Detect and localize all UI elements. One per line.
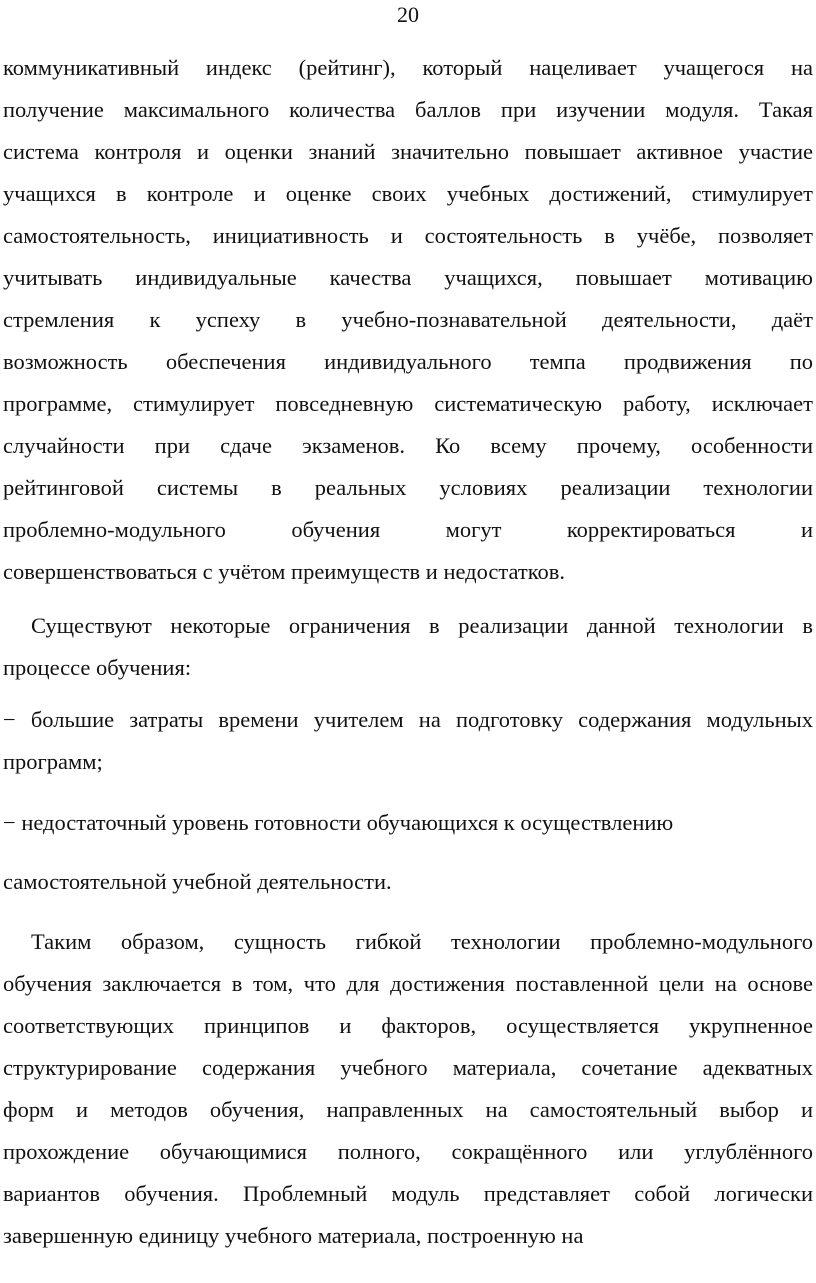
text-line: программ;	[3, 749, 103, 774]
text-line: система контроля и оценки знаний значительно повышает активное участие	[3, 139, 813, 164]
text-line: вариантов обучения. Проблемный модуль представляет собой логически	[3, 1181, 813, 1206]
text-line: структурирование содержания учебного материала, сочетание адекватных	[3, 1055, 813, 1080]
text-line: коммуникативный индекс (рейтинг), который нацеливает учащегося на	[3, 55, 813, 80]
text-line: обучения заключается в том, что для достижения поставленной цели на основе	[3, 971, 813, 996]
paragraph-first-line: Таким образом, сущность гибкой технологии проблемно-модульного	[31, 929, 813, 954]
page-number: 20	[397, 2, 419, 27]
text-line: процессе обучения:	[3, 655, 192, 680]
text-line: самостоятельность, инициативность и состоятельность в учёбе, позволяет	[3, 223, 813, 248]
text-line: учитывать индивидуальные качества учащихся, повышает мотивацию	[3, 265, 813, 290]
text-line: возможность обеспечения индивидуального темпа продвижения по	[3, 349, 813, 374]
paragraph-first-line: Существуют некоторые ограничения в реализации данной технологии в	[31, 613, 813, 638]
text-line: рейтинговой системы в реальных условиях реализации технологии	[3, 475, 813, 500]
text-line: прохождение обучающимися полного, сокращённого или углублённого	[3, 1139, 813, 1164]
text-line: получение максимального количества баллов при изучении модуля. Такая	[3, 97, 813, 122]
list-item: − большие затраты времени учителем на подготовку содержания модульных	[3, 707, 813, 732]
text-line: совершенствоваться с учётом преимуществ и недостатков.	[3, 559, 566, 584]
text-line: учащихся в контроле и оценке своих учебных достижений, стимулирует	[3, 181, 813, 206]
text-line: случайности при сдаче экзаменов. Ко всему прочему, особенности	[3, 433, 813, 458]
list-item: − недостаточный уровень готовности обучающихся к осуществлению	[3, 810, 674, 835]
text-line: соответствующих принципов и факторов, осуществляется укрупненное	[3, 1013, 813, 1038]
text-line: форм и методов обучения, направленных на самостоятельный выбор и	[3, 1097, 813, 1122]
text-line: программе, стимулирует повседневную систематическую работу, исключает	[3, 391, 813, 416]
text-line: проблемно-модульного обучения могут корректироваться и	[3, 517, 813, 542]
text-line: завершенную единицу учебного материала, построенную на	[3, 1223, 584, 1248]
text-line: стремления к успеху в учебно-познавательной деятельности, даёт	[3, 307, 813, 332]
text-line: самостоятельной учебной деятельности.	[3, 869, 392, 894]
